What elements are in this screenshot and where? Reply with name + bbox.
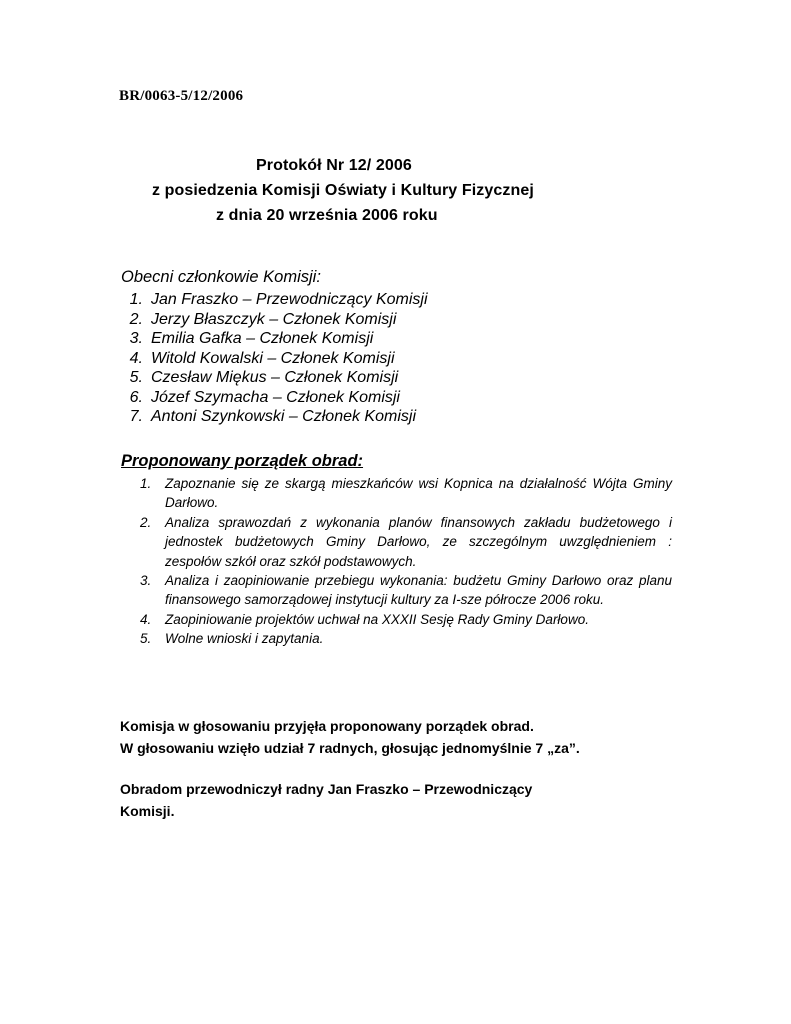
member-item	[121, 310, 428, 330]
member-item	[121, 368, 428, 388]
agenda-item	[140, 474, 672, 513]
agenda-text: Analiza i zaopiniowanie przebiegu wykonania: budżetu Gminy Darłowo oraz planu finansowego samorządowej instytucji kultury za I-sze półrocze 2006 roku.	[165, 573, 672, 608]
member-item	[121, 349, 428, 369]
agenda-number: 4.	[140, 611, 152, 627]
member-text: Jan Fraszko – Przewodniczący Komisji	[151, 291, 428, 308]
member-item	[121, 290, 428, 310]
agenda-number: 5.	[140, 631, 152, 647]
members-heading: Obecni członkowie Komisji:	[121, 268, 321, 286]
agenda-text: Zapoznanie się ze skargą mieszkańców wsi Kopnica na działalność Wójta Gminy Darłowo.	[165, 476, 672, 511]
agenda-item	[140, 629, 672, 648]
member-item	[121, 407, 428, 427]
vote-result-paragraph: W głosowaniu wzięło udział 7 radnych, głosując jednomyślnie 7 „za”.	[120, 740, 580, 756]
member-text: Emilia Gafka – Członek Komisji	[151, 330, 374, 347]
member-number: 4.	[129, 349, 143, 367]
member-number: 6.	[129, 388, 143, 406]
protocol-subtitle-committee: z posiedzenia Komisji Oświaty i Kultury Fizycznej	[152, 182, 534, 199]
member-text: Jerzy Błaszczyk – Członek Komisji	[151, 310, 397, 328]
member-text: Józef Szymacha – Członek Komisji	[151, 388, 400, 406]
agenda-text: Zaopiniowanie projektów uchwał na XXXII Sesję Rady Gminy Darłowo.	[165, 611, 589, 627]
agenda-item	[140, 513, 672, 571]
member-item	[121, 388, 428, 408]
member-text: Witold Kowalski – Członek Komisji	[151, 349, 395, 367]
chairman-paragraph-continued: Komisji.	[120, 803, 175, 819]
document-reference-number: BR/0063-5/12/2006	[119, 88, 244, 104]
member-number: 1.	[129, 291, 143, 308]
agenda-item	[140, 610, 672, 629]
member-text: Czesław Miękus – Członek Komisji	[151, 369, 399, 386]
agenda-text: Analiza sprawozdań z wykonania planów finansowych zakładu budżetowego i jednostek budżetowych Gminy Darłowo, ze szczególnym uwzględnieniem : zespołów szkół oraz szkół podstawowych.	[165, 514, 672, 569]
member-number: 5.	[129, 369, 143, 386]
members-list	[121, 290, 428, 427]
agenda-number: 3.	[140, 573, 152, 589]
agenda-number: 2.	[140, 514, 152, 530]
member-text: Antoni Szynkowski – Członek Komisji	[151, 408, 416, 425]
protocol-subtitle-date: z dnia 20 września 2006 roku	[216, 207, 438, 224]
agenda-text: Wolne wnioski i zapytania.	[165, 631, 324, 647]
member-number: 3.	[129, 330, 143, 347]
chairman-paragraph: Obradom przewodniczył radny Jan Fraszko – Przewodniczący	[120, 781, 533, 797]
member-number: 2.	[129, 310, 143, 328]
member-item	[121, 329, 428, 349]
member-number: 7.	[129, 408, 143, 425]
agenda-item	[140, 571, 672, 610]
agenda-heading: Proponowany porządek obrad:	[121, 452, 364, 470]
vote-acceptance-paragraph: Komisja w głosowaniu przyjęła proponowany porządek obrad.	[120, 718, 534, 734]
agenda-number: 1.	[140, 476, 152, 491]
protocol-title: Protokół Nr 12/ 2006	[256, 157, 412, 174]
agenda-list	[140, 474, 672, 649]
